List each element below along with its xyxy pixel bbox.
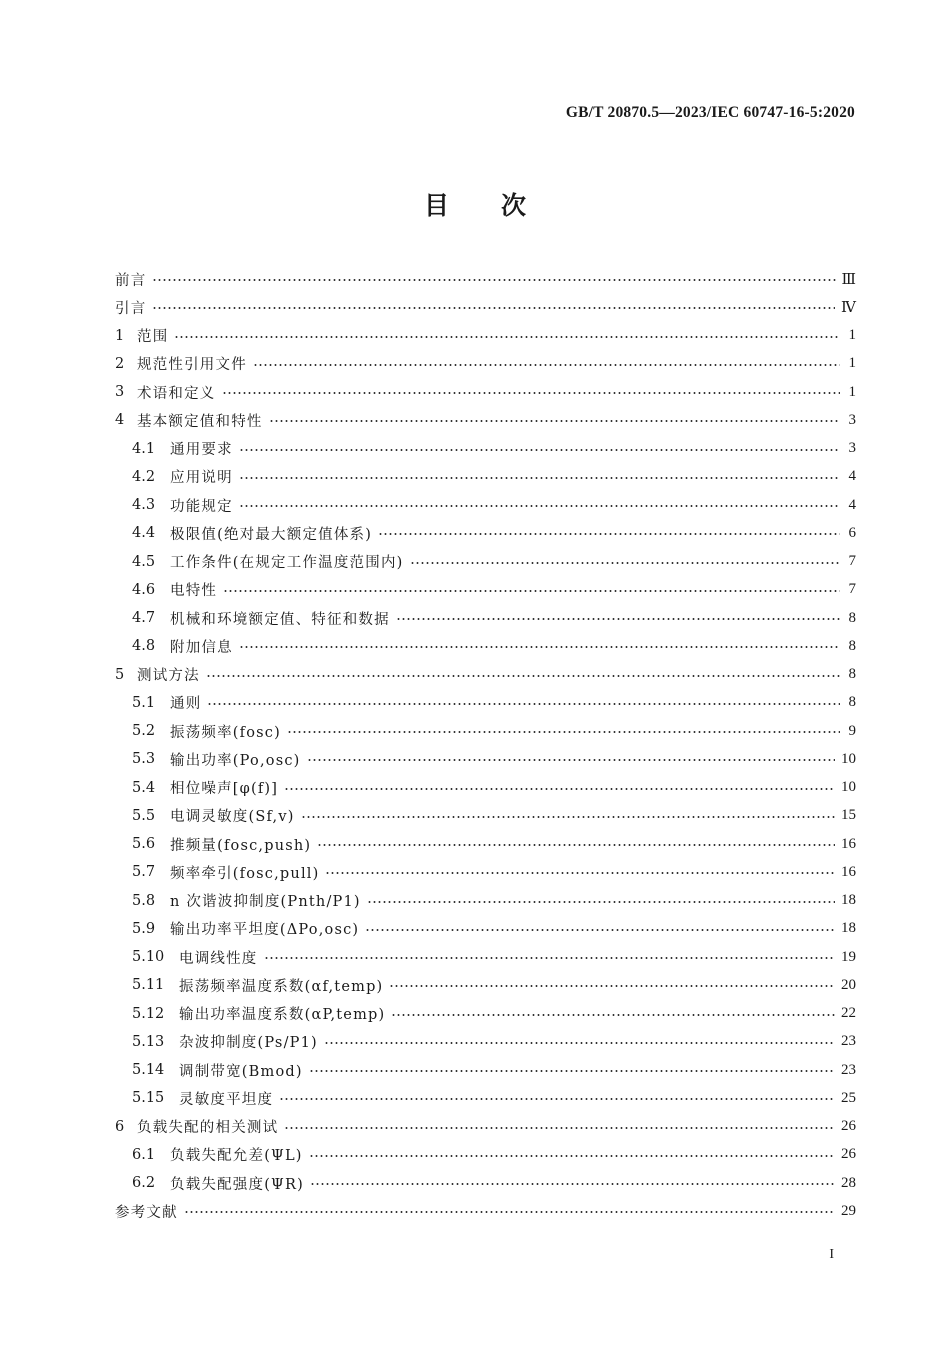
dot-leader	[269, 420, 840, 422]
toc-entry-label: 输出功率(Po,osc)	[170, 752, 301, 769]
toc-entry-page: 6	[848, 524, 856, 541]
toc-entry-label: 术语和定义	[137, 385, 216, 402]
toc-entry-label: 电调线性度	[179, 950, 258, 967]
toc-entry[interactable]	[115, 519, 856, 547]
dot-leader	[152, 279, 835, 281]
toc-entry[interactable]	[115, 378, 856, 406]
toc-entry-number: 4.3	[132, 497, 156, 514]
dot-leader	[317, 844, 835, 846]
dot-leader	[239, 505, 840, 507]
toc-entry-page: 26	[841, 1146, 856, 1163]
toc-entry-label: 振荡频率温度系数(αf,temp)	[179, 978, 384, 995]
toc-entry-label: 测试方法	[137, 668, 200, 685]
toc-entry-label: 负载失配强度(ΨR)	[170, 1176, 304, 1193]
dot-leader	[309, 1155, 835, 1157]
toc-entry[interactable]	[115, 1113, 856, 1141]
toc-entry-number: 4.6	[132, 581, 156, 598]
toc-entry-label: 输出功率平坦度(ΔPo,osc)	[170, 922, 360, 939]
toc-entry-page: Ⅲ	[841, 271, 856, 288]
toc-entry-number: 5.4	[132, 779, 156, 796]
toc-entry-page: 4	[848, 496, 856, 513]
toc-entry-number: 4.5	[132, 553, 156, 570]
toc-entry[interactable]	[115, 1141, 856, 1169]
toc-entry-label: 相位噪声[φ(f)]	[170, 781, 279, 798]
toc-entry-label: 灵敏度平坦度	[179, 1091, 274, 1108]
toc-entry-number: 6	[115, 1118, 125, 1135]
toc-entry-page: 7	[848, 581, 856, 598]
toc-entry[interactable]	[115, 971, 856, 999]
toc-entry-number: 5.3	[132, 751, 156, 768]
table-of-contents	[115, 265, 856, 1226]
toc-entry-page: 8	[848, 694, 856, 711]
dot-leader	[222, 392, 841, 394]
toc-entry-label: 功能规定	[170, 498, 233, 515]
dot-leader	[367, 901, 835, 903]
toc-entry-label: 推频量(fosc,push)	[170, 837, 312, 854]
dot-leader	[325, 872, 835, 874]
toc-entry-number: 5.1	[132, 694, 156, 711]
toc-heading-char-1: 目	[423, 191, 449, 220]
toc-entry-page: 7	[848, 553, 856, 570]
dot-leader	[310, 1183, 835, 1185]
toc-entry[interactable]	[115, 293, 856, 321]
toc-entry-number: 6.1	[132, 1146, 156, 1163]
toc-entry-page: 8	[848, 666, 856, 683]
toc-entry-label: n 次谐波抑制度(Pnth/P1)	[170, 894, 361, 911]
toc-entry-label: 应用说明	[170, 470, 233, 487]
toc-entry-page: 29	[841, 1202, 856, 1219]
dot-leader	[264, 957, 836, 959]
toc-entry-number: 4	[115, 412, 125, 429]
toc-entry-number: 5.5	[132, 807, 156, 824]
toc-entry-page: 3	[848, 440, 856, 457]
toc-heading-char-2: 次	[501, 191, 527, 220]
toc-entry-page: 15	[841, 807, 856, 824]
dot-leader	[389, 985, 835, 987]
toc-entry-label: 频率牵引(fosc,pull)	[170, 865, 320, 882]
toc-entry-number: 5.12	[132, 1005, 165, 1022]
dot-leader	[378, 533, 840, 535]
toc-entry-page: 26	[841, 1118, 856, 1135]
toc-entry-label: 电特性	[170, 583, 218, 600]
toc-entry-label: 引言	[115, 300, 147, 317]
toc-entry-label: 振荡频率(fosc)	[170, 724, 281, 741]
toc-entry-label: 机械和环境额定值、特征和数据	[170, 611, 390, 628]
dot-leader	[279, 1098, 835, 1100]
toc-entry-page: 10	[841, 779, 856, 796]
toc-entry[interactable]	[115, 322, 856, 350]
toc-entry-label: 负载失配允差(ΨL)	[170, 1148, 303, 1165]
toc-entry-page: 8	[848, 637, 856, 654]
toc-entry-number: 5.11	[132, 977, 165, 994]
toc-entry-label: 通则	[170, 696, 202, 713]
toc-entry-page: 25	[841, 1089, 856, 1106]
toc-entry-number: 5.13	[132, 1033, 165, 1050]
toc-entry-number: 5.10	[132, 949, 165, 966]
toc-entry-number: 6.2	[132, 1175, 156, 1192]
toc-entry-number: 1	[115, 327, 125, 344]
dot-leader	[284, 1127, 835, 1129]
dot-leader	[391, 1014, 835, 1016]
toc-entry-page: 10	[841, 750, 856, 767]
toc-entry-page: 16	[841, 835, 856, 852]
toc-entry-number: 5.2	[132, 723, 156, 740]
toc-entry-label: 基本额定值和特性	[137, 413, 263, 430]
toc-entry-number: 5.6	[132, 836, 156, 853]
toc-entry[interactable]	[115, 717, 856, 745]
toc-entry-number: 4.7	[132, 610, 156, 627]
toc-entry-number: 5.15	[132, 1090, 165, 1107]
toc-entry[interactable]	[115, 491, 856, 519]
toc-entry-page: 22	[841, 1005, 856, 1022]
toc-entry-page: 20	[841, 976, 856, 993]
toc-entry-number: 4.4	[132, 525, 156, 542]
toc-entry-number: 3	[115, 384, 125, 401]
toc-entry[interactable]	[115, 689, 856, 717]
toc-entry-page: 19	[841, 948, 856, 965]
toc-heading	[0, 186, 950, 222]
toc-entry-number: 5	[115, 666, 125, 683]
toc-entry-label: 参考文献	[115, 1204, 178, 1221]
toc-entry-label: 极限值(绝对最大额定值体系)	[170, 526, 373, 543]
dot-leader	[309, 1070, 835, 1072]
toc-entry-label: 前言	[115, 272, 147, 289]
toc-entry-page: 3	[848, 411, 856, 428]
toc-entry[interactable]	[115, 265, 856, 293]
toc-entry[interactable]	[115, 745, 856, 773]
toc-entry[interactable]	[115, 887, 856, 915]
toc-entry[interactable]	[115, 802, 856, 830]
toc-entry-page: Ⅳ	[841, 299, 856, 316]
toc-entry-page: 28	[841, 1174, 856, 1191]
toc-entry-page: 18	[841, 920, 856, 937]
toc-entry-page: 23	[841, 1033, 856, 1050]
toc-entry-number: 2	[115, 355, 125, 372]
toc-entry-number: 5.8	[132, 892, 156, 909]
toc-entry-page: 1	[848, 327, 856, 344]
toc-entry[interactable]	[115, 1197, 856, 1225]
toc-entry-label: 工作条件(在规定工作温度范围内)	[170, 555, 404, 572]
toc-entry[interactable]	[115, 406, 856, 434]
toc-entry-page: 4	[848, 468, 856, 485]
dot-leader	[365, 929, 835, 931]
toc-entry[interactable]	[115, 548, 856, 576]
toc-entry-page: 23	[841, 1061, 856, 1078]
toc-entry[interactable]	[115, 632, 856, 660]
toc-entry-label: 范围	[137, 329, 169, 346]
standard-number-header: GB/T 20870.5—2023/IEC 60747-16-5:2020	[565, 104, 855, 121]
dot-leader	[184, 1211, 835, 1213]
dot-leader	[152, 307, 835, 309]
toc-entry-label: 调制带宽(Bmod)	[179, 1063, 303, 1080]
toc-entry[interactable]	[115, 604, 856, 632]
page-number: I	[829, 1247, 834, 1262]
toc-entry-label: 负载失配的相关测试	[137, 1120, 279, 1137]
toc-entry[interactable]	[115, 943, 856, 971]
toc-entry-number: 4.2	[132, 468, 156, 485]
toc-entry[interactable]	[115, 774, 856, 802]
toc-entry[interactable]	[115, 435, 856, 463]
toc-entry-number: 4.8	[132, 638, 156, 655]
toc-entry[interactable]	[115, 1028, 856, 1056]
toc-entry-number: 5.7	[132, 864, 156, 881]
toc-entry-page: 16	[841, 863, 856, 880]
toc-entry[interactable]	[115, 661, 856, 689]
dot-leader	[287, 731, 840, 733]
toc-entry-label: 电调灵敏度(Sf,v)	[170, 809, 295, 826]
toc-entry[interactable]	[115, 463, 856, 491]
toc-entry-page: 1	[848, 355, 856, 372]
dot-leader	[253, 364, 840, 366]
toc-entry-label: 输出功率温度系数(αP,temp)	[179, 1007, 386, 1024]
dot-leader	[284, 788, 835, 790]
toc-entry-number: 4.1	[132, 440, 156, 457]
toc-entry-label: 附加信息	[170, 639, 233, 656]
toc-entry[interactable]	[115, 915, 856, 943]
toc-entry[interactable]	[115, 576, 856, 604]
toc-entry[interactable]	[115, 1056, 856, 1084]
toc-entry-page: 8	[848, 609, 856, 626]
toc-entry[interactable]	[115, 1084, 856, 1112]
dot-leader	[174, 336, 840, 338]
dot-leader	[207, 703, 840, 705]
dot-leader	[301, 816, 835, 818]
toc-entry-page: 1	[848, 383, 856, 400]
toc-entry-page: 9	[848, 722, 856, 739]
dot-leader	[223, 590, 840, 592]
dot-leader	[324, 1042, 835, 1044]
toc-entry[interactable]	[115, 1000, 856, 1028]
toc-entry-label: 杂波抑制度(Ps/P1)	[179, 1035, 318, 1052]
dot-leader	[239, 449, 840, 451]
dot-leader	[239, 477, 840, 479]
toc-entry[interactable]	[115, 350, 856, 378]
toc-entry[interactable]	[115, 830, 856, 858]
dot-leader	[307, 759, 835, 761]
toc-entry-page: 18	[841, 892, 856, 909]
toc-entry-number: 5.14	[132, 1062, 165, 1079]
toc-entry-number: 5.9	[132, 920, 156, 937]
toc-entry[interactable]	[115, 858, 856, 886]
dot-leader	[396, 618, 840, 620]
dot-leader	[410, 562, 840, 564]
dot-leader	[239, 646, 840, 648]
toc-entry[interactable]	[115, 1169, 856, 1197]
toc-entry-label: 通用要求	[170, 442, 233, 459]
toc-entry-label: 规范性引用文件	[137, 357, 247, 374]
dot-leader	[206, 675, 840, 677]
